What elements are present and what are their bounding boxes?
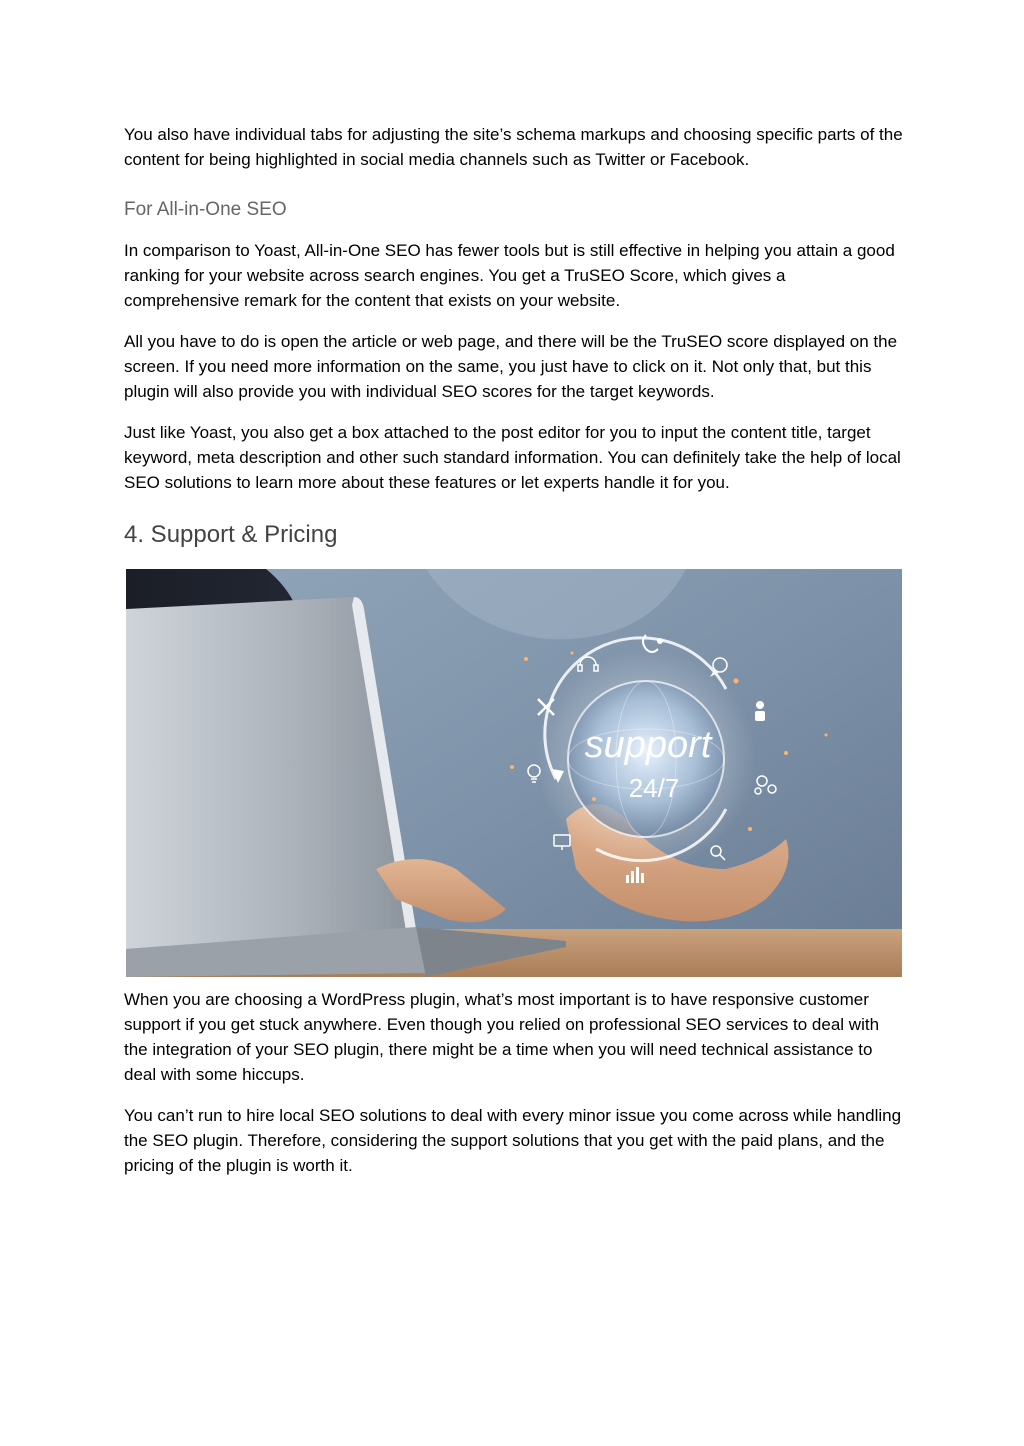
- support-illustration: [126, 569, 902, 977]
- paragraph-schema-tabs: You also have individual tabs for adjusting the site’s schema markups and choosing specific parts of the content for being highlighted in social media channels such as Twitter or Facebook.: [124, 125, 903, 169]
- document-page: [124, 122, 904, 1194]
- support-24-7-text: 24/7: [628, 773, 680, 803]
- support-text: support: [584, 724, 712, 766]
- section-heading-support-pricing: 4. Support & Pricing: [124, 521, 338, 548]
- paragraph-support-pricing: You can’t run to hire local SEO solutions to deal with every minor issue you come across while handling the SEO plugin. Therefore, considering the support solutions that you get with the paid plans, and the pricing of the plugin is worth it.: [124, 1106, 902, 1175]
- paragraph-aio-truseo: All you have to do is open the article or web page, and there will be the TruSEO score displayed on the screen. If you need more information on the same, you just have to click on it. Not only that, but this plugin will also provide you with individual SEO scores for the target keywords.: [124, 332, 898, 401]
- subheading-all-in-one-seo: For All-in-One SEO: [124, 199, 287, 220]
- paragraph-support-responsive: When you are choosing a WordPress plugin, what’s most important is to have responsive customer support if you get stuck anywhere. Even though you relied on professional SEO services to deal with the integration of your SEO plugin, there might be a time when you will need technical assistance to deal with some hiccups.: [124, 990, 880, 1084]
- paragraph-aio-editor-box: Just like Yoast, you also get a box attached to the post editor for you to input the content title, target keyword, meta description and other such standard information. You can definitely take the help of local SEO solutions to learn more about these features or let experts handle it for you.: [124, 423, 901, 492]
- paragraph-aio-comparison: In comparison to Yoast, All-in-One SEO has fewer tools but is still effective in helping you attain a good ranking for your website across search engines. You get a TruSEO Score, which gives a comprehensive remark for the content that exists on your website.: [124, 241, 895, 310]
